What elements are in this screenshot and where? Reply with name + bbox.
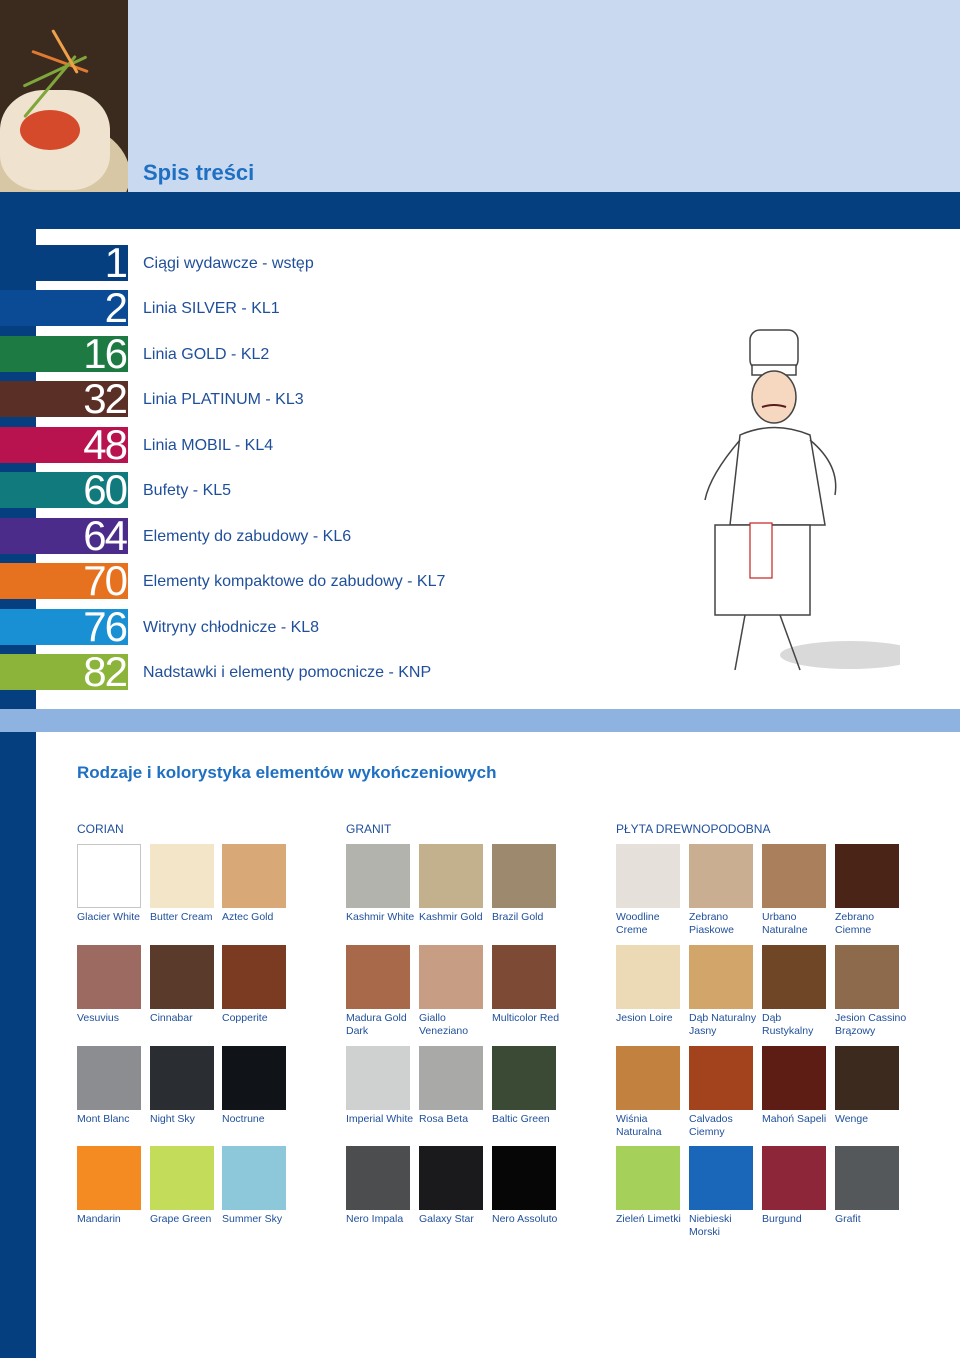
toc-page-number: 2 <box>104 284 126 331</box>
toc-bar <box>0 375 128 422</box>
toc-page-number: 64 <box>83 512 126 559</box>
toc-entry-label[interactable]: Nadstawki i elementy pomocnicze - KNP <box>143 664 432 681</box>
navy-band <box>0 192 960 229</box>
toc-page-number: 70 <box>83 557 126 604</box>
toc-entry-label[interactable]: Elementy do zabudowy - KL6 <box>143 528 352 545</box>
toc-bar <box>0 603 128 650</box>
color-swatch <box>222 1046 286 1110</box>
swatch-label: Noctrune <box>222 1113 265 1125</box>
swatch-label: Vesuvius <box>77 1012 120 1024</box>
category-granit: GRANIT <box>346 822 392 836</box>
swatch-label: Nero Assoluto <box>492 1213 558 1225</box>
swatch-label: Brazil Gold <box>492 911 544 923</box>
color-swatch <box>419 844 483 908</box>
toc-entry-label[interactable]: Linia PLATINUM - KL3 <box>143 391 304 408</box>
toc-page-number: 32 <box>83 375 126 422</box>
color-swatch <box>222 945 286 1009</box>
color-swatch <box>77 1146 141 1210</box>
color-swatch <box>835 945 899 1009</box>
color-swatch <box>419 945 483 1009</box>
swatch-label: Grape Green <box>150 1213 212 1225</box>
toc-bar <box>0 330 128 377</box>
color-swatch <box>762 1146 826 1210</box>
color-swatch <box>689 1046 753 1110</box>
chef-illustration <box>690 325 900 685</box>
page-title: Spis treści <box>143 160 255 185</box>
color-swatch <box>492 1046 556 1110</box>
swatch-label: Rosa Beta <box>419 1113 469 1125</box>
swatch-label: Dąb Naturalny Jasny <box>689 1012 757 1037</box>
toc-entry-label[interactable]: Linia MOBIL - KL4 <box>143 437 274 454</box>
color-swatch <box>492 1146 556 1210</box>
swatch-label: Baltic Green <box>492 1113 550 1125</box>
color-swatch <box>492 945 556 1009</box>
color-swatch <box>762 844 826 908</box>
category-corian: CORIAN <box>77 822 124 836</box>
swatch-label: Night Sky <box>150 1113 195 1125</box>
color-swatch <box>346 945 410 1009</box>
swatch-label: Glacier White <box>77 911 141 923</box>
toc-bar <box>0 284 128 331</box>
swatch-label: Jesion Loire <box>616 1012 673 1024</box>
toc-bar <box>0 512 128 559</box>
swatch-label: Copperite <box>222 1012 268 1024</box>
color-swatch <box>762 945 826 1009</box>
color-swatch <box>222 844 286 908</box>
swatch-label: Summer Sky <box>222 1213 283 1225</box>
color-swatch <box>77 844 141 908</box>
color-swatch <box>835 1046 899 1110</box>
color-swatch <box>419 1146 483 1210</box>
swatch-label: Zieleń Limetki <box>616 1213 681 1225</box>
color-swatch <box>150 844 214 908</box>
swatch-label: Zebrano Ciemne <box>835 911 875 936</box>
toc-bar <box>0 648 128 695</box>
color-swatch <box>346 844 410 908</box>
swatch-label: Madura Gold Dark <box>346 1012 407 1037</box>
swatch-label: Butter Cream <box>150 911 213 923</box>
toc-entry-label[interactable]: Linia GOLD - KL2 <box>143 346 270 363</box>
color-swatch <box>616 945 680 1009</box>
swatch-label: Aztec Gold <box>222 911 274 923</box>
category-plyta-drewnopodobna: PŁYTA DREWNOPODOBNA <box>616 822 771 836</box>
toc-bar <box>0 239 128 286</box>
color-swatch <box>835 844 899 908</box>
color-swatch <box>150 1046 214 1110</box>
swatch-label: Imperial White <box>346 1113 414 1125</box>
swatch-label: Mahoń Sapeli <box>762 1113 827 1125</box>
swatch-label: Wenge <box>835 1113 869 1125</box>
swatch-label: Kashmir Gold <box>419 911 483 923</box>
swatch-label: Burgund <box>762 1213 802 1225</box>
swatch-label: Galaxy Star <box>419 1213 474 1225</box>
color-swatch <box>419 1046 483 1110</box>
color-swatch <box>346 1046 410 1110</box>
swatch-label: Mandarin <box>77 1213 121 1225</box>
color-swatch <box>150 945 214 1009</box>
swatch-label: Calvados Ciemny <box>689 1113 733 1138</box>
toc-bar <box>0 466 128 513</box>
color-swatch <box>616 1146 680 1210</box>
toc-entry-label[interactable]: Elementy kompaktowe do zabudowy - KL7 <box>143 573 446 590</box>
toc-page-number: 48 <box>83 421 126 468</box>
swatch-label: Jesion Cassino Brązowy <box>835 1012 907 1037</box>
toc-entry-label[interactable]: Ciągi wydawcze - wstęp <box>143 255 314 272</box>
swatch-label: Grafit <box>835 1213 861 1225</box>
swatch-label: Woodline Creme <box>616 911 660 936</box>
color-swatch <box>77 1046 141 1110</box>
blue-separator <box>0 709 960 732</box>
toc-page-number: 76 <box>83 603 126 650</box>
finishes-title: Rodzaje i kolorystyka elementów wykończeniowych <box>77 763 497 782</box>
swatch-label: Kashmir White <box>346 911 415 923</box>
color-swatch <box>346 1146 410 1210</box>
color-swatch <box>616 844 680 908</box>
color-swatch <box>150 1146 214 1210</box>
toc-page-number: 60 <box>83 466 126 513</box>
color-swatch <box>616 1046 680 1110</box>
color-swatch <box>762 1046 826 1110</box>
toc-bar <box>0 421 128 468</box>
color-swatch <box>835 1146 899 1210</box>
swatch-label: Nero Impala <box>346 1213 404 1225</box>
swatch-label: Wiśnia Naturalna <box>616 1113 662 1138</box>
toc-entry-label[interactable]: Linia SILVER - KL1 <box>143 300 280 317</box>
food-photo <box>0 0 128 214</box>
toc-page-number: 16 <box>83 330 126 377</box>
toc-page-number: 82 <box>83 648 126 695</box>
toc-page-number: 1 <box>104 239 126 286</box>
swatch-label: Niebieski Morski <box>689 1213 732 1238</box>
toc-entry-label[interactable]: Witryny chłodnicze - KL8 <box>143 619 320 636</box>
color-swatch <box>689 945 753 1009</box>
swatch-label: Zebrano Piaskowe <box>689 911 734 936</box>
swatch-label: Urbano Naturalne <box>762 911 808 936</box>
swatch-label: Mont Blanc <box>77 1113 130 1125</box>
swatch-label: Dąb Rustykalny <box>762 1012 814 1037</box>
color-swatch <box>492 844 556 908</box>
color-swatch <box>77 945 141 1009</box>
toc-entry-label[interactable]: Bufety - KL5 <box>143 482 232 499</box>
color-swatch <box>222 1146 286 1210</box>
swatch-label: Giallo Veneziano <box>419 1012 469 1037</box>
swatch-label: Multicolor Red <box>492 1012 560 1024</box>
toc-bar <box>0 557 128 604</box>
swatch-label: Cinnabar <box>150 1012 193 1024</box>
color-swatch <box>689 1146 753 1210</box>
color-swatch <box>689 844 753 908</box>
